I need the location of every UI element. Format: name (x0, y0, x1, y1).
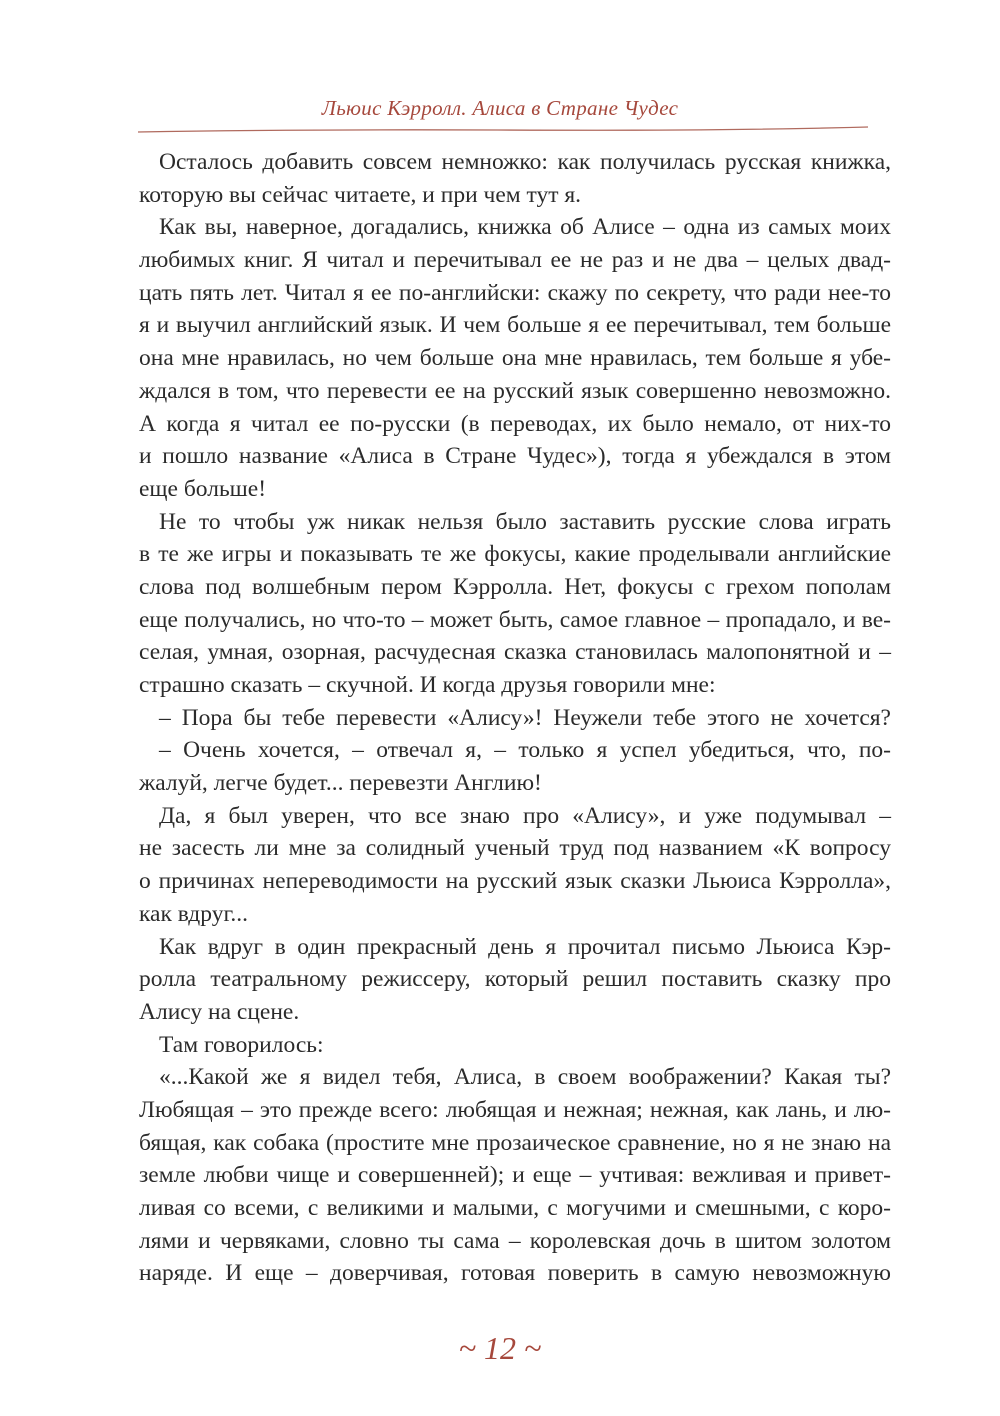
text-line: страшно сказать – скучной. И когда друзья говорили мне: (139, 672, 716, 698)
text-line: еще получались, но что-то – может быть, самое главное – пропадало, и ве- (139, 606, 891, 633)
header-rule (138, 124, 868, 136)
text-line: А когда я читал ее по-русски (в переводах, их было немало, от них-то (139, 410, 891, 437)
text-line: Как вы, наверное, догадались, книжка об Алисе – одна из самых моих (159, 214, 891, 241)
text-line: Алису на сцене. (139, 998, 300, 1025)
text-line: не засесть ли мне за солидный ученый труд под названием «К вопросу (139, 835, 891, 862)
text-line: бящая, как собака (простите мне прозаическое сравнение, но я не знаю на (139, 1129, 891, 1156)
text-line: ролла театральному режиссеру, который решил поставить сказку про (139, 966, 891, 993)
text-line: и пошло название «Алиса в Стране Чудес»), тогда я убеждался в этом (139, 443, 891, 470)
page-number: ~ 12 ~ (458, 1330, 542, 1366)
text-line: Как вдруг в один прекрасный день я прочитал письмо Льюиса Кэр- (159, 933, 891, 960)
text-line: в те же игры и показывать те же фокусы, какие проделывали английские (139, 541, 891, 568)
text-line: лями и червяками, словно ты сама – королевская дочь в шитом золотом (139, 1227, 891, 1254)
running-head: Льюис Кэрролл. Алиса в Стране Чудес (321, 96, 679, 120)
text-line: – Пора бы тебе перевести «Алису»! Неужели тебе этого не хочется? (159, 704, 891, 731)
text-line: селая, умная, озорная, расчудесная сказка становилась малопонятной и – (139, 639, 891, 666)
text-line: любимых книг. Я читал и перечитывал ее не раз и не два – целых двад- (139, 247, 891, 274)
text-line: Там говорилось: (159, 1031, 324, 1058)
text-line: о причинах непереводимости на русский язык сказки Льюиса Кэрролла», (139, 868, 891, 895)
text-line: жалуй, легче будет... перевезти Англию! (139, 770, 542, 797)
text-line: земле любви чище и совершенней); и еще – учтивая: вежливая и привет- (139, 1162, 891, 1189)
text-line: слова под волшебным пером Кэрролла. Нет, фокусы с грехом пополам (139, 573, 891, 600)
text-line: Не то чтобы уж никак нельзя было заставить русские слова играть (159, 508, 891, 535)
text-line: Осталось добавить совсем немножко: как получилась русская книжка, (159, 149, 891, 175)
text-line: ливая со всеми, с великими и малыми, с могучими и смешными, с коро- (139, 1195, 891, 1221)
text-line: – Очень хочется, – отвечал я, – только я успел убедиться, что, по- (159, 737, 891, 764)
text-line: как вдруг... (139, 900, 249, 927)
text-line: Любящая – это прежде всего: любящая и нежная; нежная, как лань, и лю- (139, 1096, 891, 1123)
text-line: ждался в том, что перевести ее на русский язык совершенно невозможно. (139, 377, 891, 404)
text-line: она мне нравилась, но чем больше она мне нравилась, тем больше я убе- (139, 345, 891, 372)
text-line: еще больше! (139, 475, 267, 502)
text-line: цать пять лет. Читал я ее по-английски: скажу по секрету, что ради нее-то (139, 279, 891, 306)
body-text (139, 146, 891, 1290)
text-line: я и выучил английский язык. И чем больше я ее перечитывал, тем больше (139, 312, 891, 339)
text-line: наряде. И еще – доверчивая, готовая поверить в самую невозможную (139, 1260, 891, 1287)
text-line: Да, я был уверен, что все знаю про «Алису», и уже подумывал – (159, 802, 891, 829)
text-line: «...Какой же я видел тебя, Алиса, в своем воображении? Какая ты? (159, 1064, 891, 1091)
text-line: которую вы сейчас читаете, и при чем тут я. (139, 181, 582, 208)
